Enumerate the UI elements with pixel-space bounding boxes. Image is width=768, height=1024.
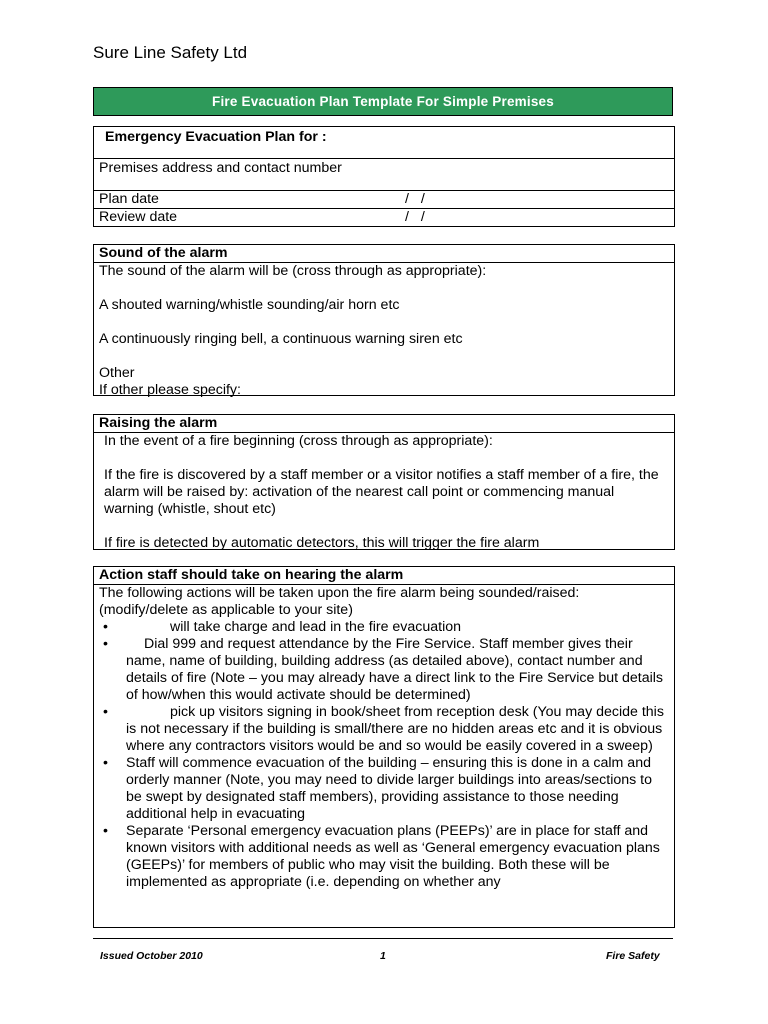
review-date-row: [94, 209, 674, 226]
footer-divider: [93, 938, 673, 939]
action-intro: The following actions will be taken upon the fire alarm being sounded/raised:: [99, 585, 580, 601]
list-item: [99, 823, 668, 891]
action-intro-note: (modify/delete as applicable to your site): [99, 602, 353, 618]
sound-intro: The sound of the alarm will be (cross through as appropriate):: [99, 263, 487, 279]
address-row: [94, 159, 674, 191]
action-item-text: Separate ‘Personal emergency evacuation plans (PEEPs)’ are in place for staff and known visitors with additional needs as well as ‘General emergency evacuation plans (GEEPs)’ for members of public who may visit the building. Both these will be implemented as appropriate (i.e. depending on whether any: [126, 823, 660, 890]
bullet-icon: •: [103, 619, 108, 635]
action-heading: Action staff should take on hearing the alarm: [94, 567, 674, 585]
raising-intro: In the event of a fire beginning (cross through as appropriate):: [104, 433, 493, 449]
sound-option-other: Other: [99, 365, 135, 381]
sound-body: [94, 263, 674, 399]
raising-section: [93, 414, 675, 550]
plan-date-row: [94, 191, 674, 209]
review-date-value: / /: [405, 209, 425, 225]
sound-option-bell: A continuously ringing bell, a continuous warning siren etc: [99, 331, 463, 347]
bullet-icon: •: [103, 636, 108, 652]
plan-date-label: Plan date: [99, 191, 159, 207]
plan-title: Emergency Evacuation Plan for :: [105, 129, 327, 145]
review-date-label: Review date: [99, 209, 178, 225]
action-section: [93, 566, 675, 928]
list-item: [99, 636, 668, 704]
bullet-icon: •: [103, 823, 108, 839]
action-item-text: will take charge and lead in the fire evacuation: [170, 619, 462, 635]
action-item-text: Staff will commence evacuation of the building – ensuring this is done in a calm and orderly manner (Note, you may need to divide larger buildings into areas/sections to be swept by designated staff members), providing assistance to those needing additional help in evacuating: [126, 755, 653, 822]
raising-heading: Raising the alarm: [94, 415, 674, 433]
list-item: [99, 704, 668, 755]
bullet-icon: •: [103, 704, 108, 720]
footer-issued: Issued October 2010: [100, 950, 203, 962]
sound-heading: Sound of the alarm: [94, 245, 674, 263]
raising-body: [94, 433, 674, 552]
raising-para-discovered: If the fire is discovered by a staff member or a visitor notifies a staff member of a fire, the alarm will be raised by: activation of the nearest call point or commencing manual warning (whistle, shout etc): [104, 467, 659, 517]
sound-option-shouted: A shouted warning/whistle sounding/air horn etc: [99, 297, 400, 313]
footer-section: Fire Safety: [606, 950, 660, 962]
action-item-text: pick up visitors signing in book/sheet from reception desk (You may decide this is not necessary if the building is small/there are no hidden areas etc and it is obvious where any contractors visitors would be and so would be easily covered in a sweep): [126, 704, 664, 754]
action-body: [94, 585, 674, 891]
action-list: [99, 619, 668, 891]
sound-specify: If other please specify:: [99, 382, 241, 398]
company-name: Sure Line Safety Ltd: [93, 43, 248, 62]
sound-section: [93, 244, 675, 396]
plan-date-value: / /: [405, 191, 425, 207]
plan-details-box: [93, 126, 675, 227]
list-item: [99, 619, 668, 636]
address-label: Premises address and contact number: [99, 160, 342, 176]
action-item-text: Dial 999 and request attendance by the Fire Service. Staff member gives their name, name of building, building address (as detailed above), contact number and details of fire (Note – you may already have a direct link to the Fire Service but details of how/when this would activate should be determined): [126, 636, 664, 703]
plan-title-row: [94, 127, 674, 159]
document-title-banner: Fire Evacuation Plan Template For Simple Premises: [93, 87, 673, 116]
raising-para-detectors: If fire is detected by automatic detectors, this will trigger the fire alarm: [104, 535, 540, 551]
bullet-icon: •: [103, 755, 108, 771]
footer-page-number: 1: [380, 950, 386, 962]
list-item: [99, 755, 668, 823]
